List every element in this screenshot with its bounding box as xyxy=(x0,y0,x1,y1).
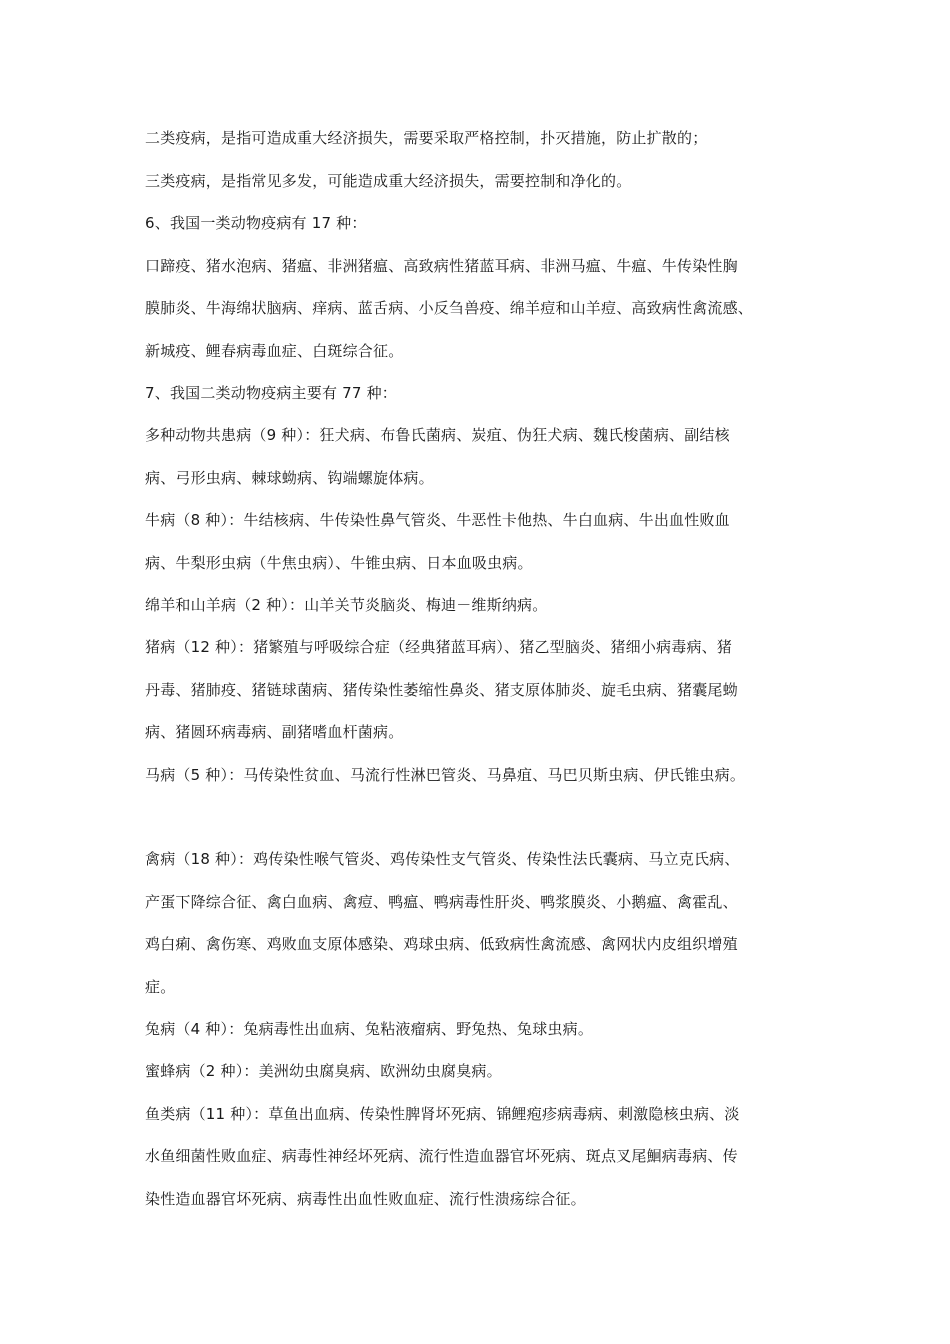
text-line-class1-list-2: 膜肺炎、牛海绵状脑病、痒病、蓝舌病、小反刍兽疫、绵羊痘和山羊痘、高致病性禽流感、 xyxy=(145,299,754,317)
text-line-cattle-1: 牛病（8 种）：牛结核病、牛传染性鼻气管炎、牛恶性卡他热、牛白血病、牛出血性败血 xyxy=(145,511,730,529)
text-line-fish-3: 染性造血器官坏死病、病毒性出血性败血症、流行性溃疡综合征。 xyxy=(145,1190,586,1208)
text-line-rabbit: 兔病（4 种）：兔病毒性出血病、兔粘液瘤病、野兔热、兔球虫病。 xyxy=(145,1020,594,1038)
text-line-class3-definition: 三类疫病，是指常见多发，可能造成重大经济损失，需要控制和净化的。 xyxy=(145,172,632,190)
text-line-poultry-3: 鸡白痢、禽伤寒、鸡败血支原体感染、鸡球虫病、低致病性禽流感、禽网状内皮组织增殖 xyxy=(145,935,738,953)
text-line-multi-species-2: 病、弓形虫病、棘球蚴病、钩端螺旋体病。 xyxy=(145,469,434,487)
text-line-poultry-4: 症。 xyxy=(145,978,176,996)
text-line-cattle-2: 病、牛梨形虫病（牛焦虫病）、牛锥虫病、日本血吸虫病。 xyxy=(145,554,533,572)
text-line-class1-list-1: 口蹄疫、猪水泡病、猪瘟、非洲猪瘟、高致病性猪蓝耳病、非洲马瘟、牛瘟、牛传染性胸 xyxy=(145,257,738,275)
text-line-sheep-goat: 绵羊和山羊病（2 种）：山羊关节炎脑炎、梅迪－维斯纳病。 xyxy=(145,596,548,614)
section-heading-class1-diseases: 6、我国一类动物疫病有 17 种： xyxy=(145,214,367,232)
text-line-fish-1: 鱼类病（11 种）：草鱼出血病、传染性脾肾坏死病、锦鲤疱疹病毒病、刺激隐核虫病、淡 xyxy=(145,1105,740,1123)
text-line-poultry-1: 禽病（18 种）：鸡传染性喉气管炎、鸡传染性支气管炎、传染性法氏囊病、马立克氏病、 xyxy=(145,850,740,868)
text-line-poultry-2: 产蛋下降综合征、禽白血病、禽痘、鸭瘟、鸭病毒性肝炎、鸭浆膜炎、小鹅瘟、禽霍乱、 xyxy=(145,893,738,911)
text-line-class1-list-3: 新城疫、鲤春病毒血症、白斑综合征。 xyxy=(145,342,404,360)
text-line-class2-definition: 二类疫病，是指可造成重大经济损失，需要采取严格控制，扑灭措施，防止扩散的； xyxy=(145,129,708,147)
text-line-swine-1: 猪病（12 种）：猪繁殖与呼吸综合症（经典猪蓝耳病）、猪乙型脑炎、猪细小病毒病、猪 xyxy=(145,638,733,656)
text-line-swine-3: 病、猪圆环病毒病、副猪嗜血杆菌病。 xyxy=(145,723,404,741)
text-line-bee: 蜜蜂病（2 种）：美洲幼虫腐臭病、欧洲幼虫腐臭病。 xyxy=(145,1062,502,1080)
text-line-swine-2: 丹毒、猪肺疫、猪链球菌病、猪传染性萎缩性鼻炎、猪支原体肺炎、旋毛虫病、猪囊尾蚴 xyxy=(145,681,738,699)
text-line-horse: 马病（5 种）：马传染性贫血、马流行性淋巴管炎、马鼻疽、马巴贝斯虫病、伊氏锥虫病。 xyxy=(145,766,746,784)
text-line-multi-species-1: 多种动物共患病（9 种）：狂犬病、布鲁氏菌病、炭疽、伪狂犬病、魏氏梭菌病、副结核 xyxy=(145,426,730,444)
text-line-fish-2: 水鱼细菌性败血症、病毒性神经坏死病、流行性造血器官坏死病、斑点叉尾鮰病毒病、传 xyxy=(145,1147,738,1165)
section-heading-class2-diseases: 7、我国二类动物疫病主要有 77 种： xyxy=(145,384,397,402)
